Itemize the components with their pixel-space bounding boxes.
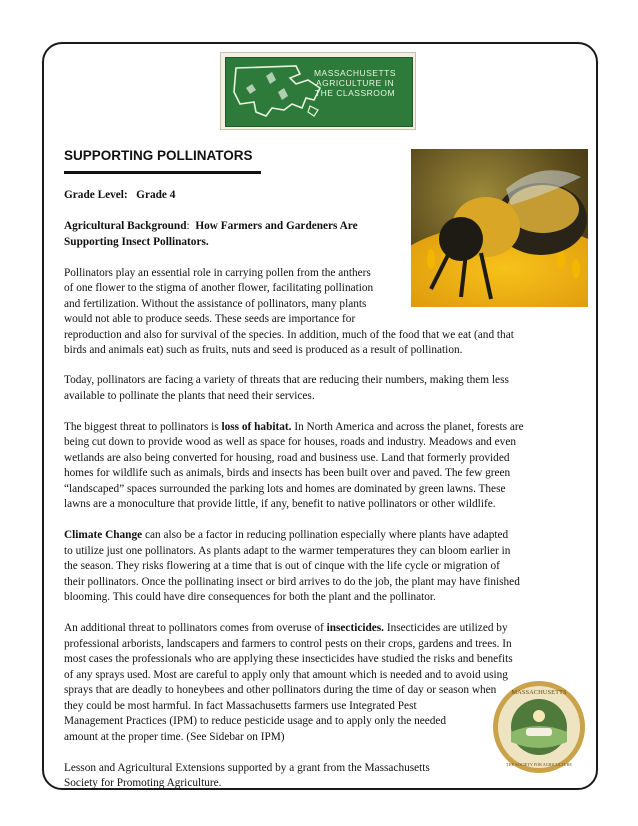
- background-heading-line2: Supporting Insect Pollinators.: [64, 236, 209, 248]
- p1-line: reproduction and also for survival of the species. In addition, much of the food that we eat (and that: [64, 329, 514, 341]
- p4-bold: Climate Change: [64, 529, 143, 541]
- seal-text-top: MASSACHUSETTS: [511, 689, 567, 696]
- grade-value: Grade 4: [136, 189, 176, 201]
- p5-line: sprays that are deadly to honeybees and other pollinators during the time of day or season when: [64, 684, 497, 696]
- bumblebee-photo: [411, 149, 588, 307]
- p3-post: In North America and across the planet, forests are: [291, 421, 524, 433]
- grade-level: [64, 188, 175, 204]
- background-label: Agricultural Background: [64, 220, 187, 232]
- logo-text: MASSACHUSETTS AGRICULTURE IN THE CLASSROOM: [313, 68, 397, 98]
- p4-post: can also be a factor in reducing pollination especially where plants have adapted: [142, 529, 509, 541]
- p6-line: Society for Promoting Agriculture.: [64, 777, 222, 789]
- p3-line: “landscaped” spaces surrounded the parking lots and homes are dominated by green lawns. These: [64, 483, 506, 495]
- background-heading: Agricultural Background: How Farmers and Gardeners Are: [64, 220, 358, 232]
- ag-in-classroom-logo: [220, 52, 416, 130]
- p3-first-line: [64, 420, 524, 436]
- p3-bold: loss of habitat.: [221, 421, 292, 433]
- p4-line: blooming. This could have dire consequences for both the plant and the pollinator.: [64, 591, 436, 603]
- p5-first-line: [64, 621, 508, 637]
- page-title: SUPPORTING POLLINATORS: [64, 148, 253, 163]
- p4-line: their pollinators. Once the pollinating insect or bird arrives to do the job, the plant may have finished: [64, 576, 520, 588]
- p5-line: amount at the proper time. (See Sidebar on IPM): [64, 731, 285, 743]
- p3-line: homes for wildlife such as animals, birds and insects has been built over and paved. The few green: [64, 467, 511, 479]
- p6-line: Lesson and Agricultural Extensions supported by a grant from the Massachusetts: [64, 762, 430, 774]
- p3-line: being cut down to provide wood as well as space for houses, roads and industry. Meadows and even: [64, 436, 516, 448]
- p5-line: most cases the professionals who are applying these insecticides have studied the risks and benefits: [64, 653, 513, 665]
- p3-line: lawns are a monoculture that provide little, if any, benefit to native pollinators or other wildlife.: [64, 498, 496, 510]
- p5-line: Management Practices (IPM) to reduce pesticide usage and to apply only the needed: [64, 715, 447, 727]
- seal-text-bottom: THE SOCIETY FOR AGRICULTURE: [506, 762, 572, 767]
- p4-line: to utilize just one pollinators. As plants adapt to the warmer temperatures they can bloom earlier in: [64, 545, 511, 557]
- p4-first-line: [64, 528, 508, 544]
- p3-pre: The biggest threat to pollinators is: [64, 421, 222, 433]
- p3-line: wetlands are also being converted for housing, road and business use. Land that formerly provided: [64, 452, 510, 464]
- p5-line: they could be most harmful. In fact Massachusetts farmers use Integrated Pest: [64, 700, 417, 712]
- p1-line: birds and animals eat) such as fruits, nuts and seed is produced as a result of pollination.: [64, 344, 463, 356]
- p1-line: Pollinators play an essential role in carrying pollen from the anthers: [64, 267, 371, 279]
- society-seal: [492, 680, 586, 774]
- p2-line: available to pollinate the plants that need their services.: [64, 390, 315, 402]
- p2-line: Today, pollinators are facing a variety of threats that are reducing their numbers, making them less: [64, 374, 509, 386]
- p1-line: of one flower to the stigma of another flower, facilitating pollination: [64, 282, 374, 294]
- p5-bold: insecticides.: [326, 622, 385, 634]
- background-heading-line1: How Farmers and Gardeners Are: [195, 220, 358, 232]
- p1-line: and fertilization. Without the assistance of pollinators, many plants: [64, 298, 367, 310]
- p5-post: Insecticides are utilized by: [384, 622, 508, 634]
- p5-line: of any sprays used. Most are careful to apply only that amount which is needed and to avoid using: [64, 669, 508, 681]
- title-underline: [64, 171, 261, 174]
- p5-pre: An additional threat to pollinators comes from overuse of: [64, 622, 327, 634]
- p1-line: would not able to produce seeds. These seeds are importance for: [64, 313, 356, 325]
- grade-label: Grade Level:: [64, 189, 128, 201]
- p4-line: the season. They risks flowering at a time that is out of cinque with the life cycle or migration of: [64, 560, 500, 572]
- p5-line: professional arborists, landscapers and farmers to control pests on their crops, gardens and trees. In: [64, 638, 512, 650]
